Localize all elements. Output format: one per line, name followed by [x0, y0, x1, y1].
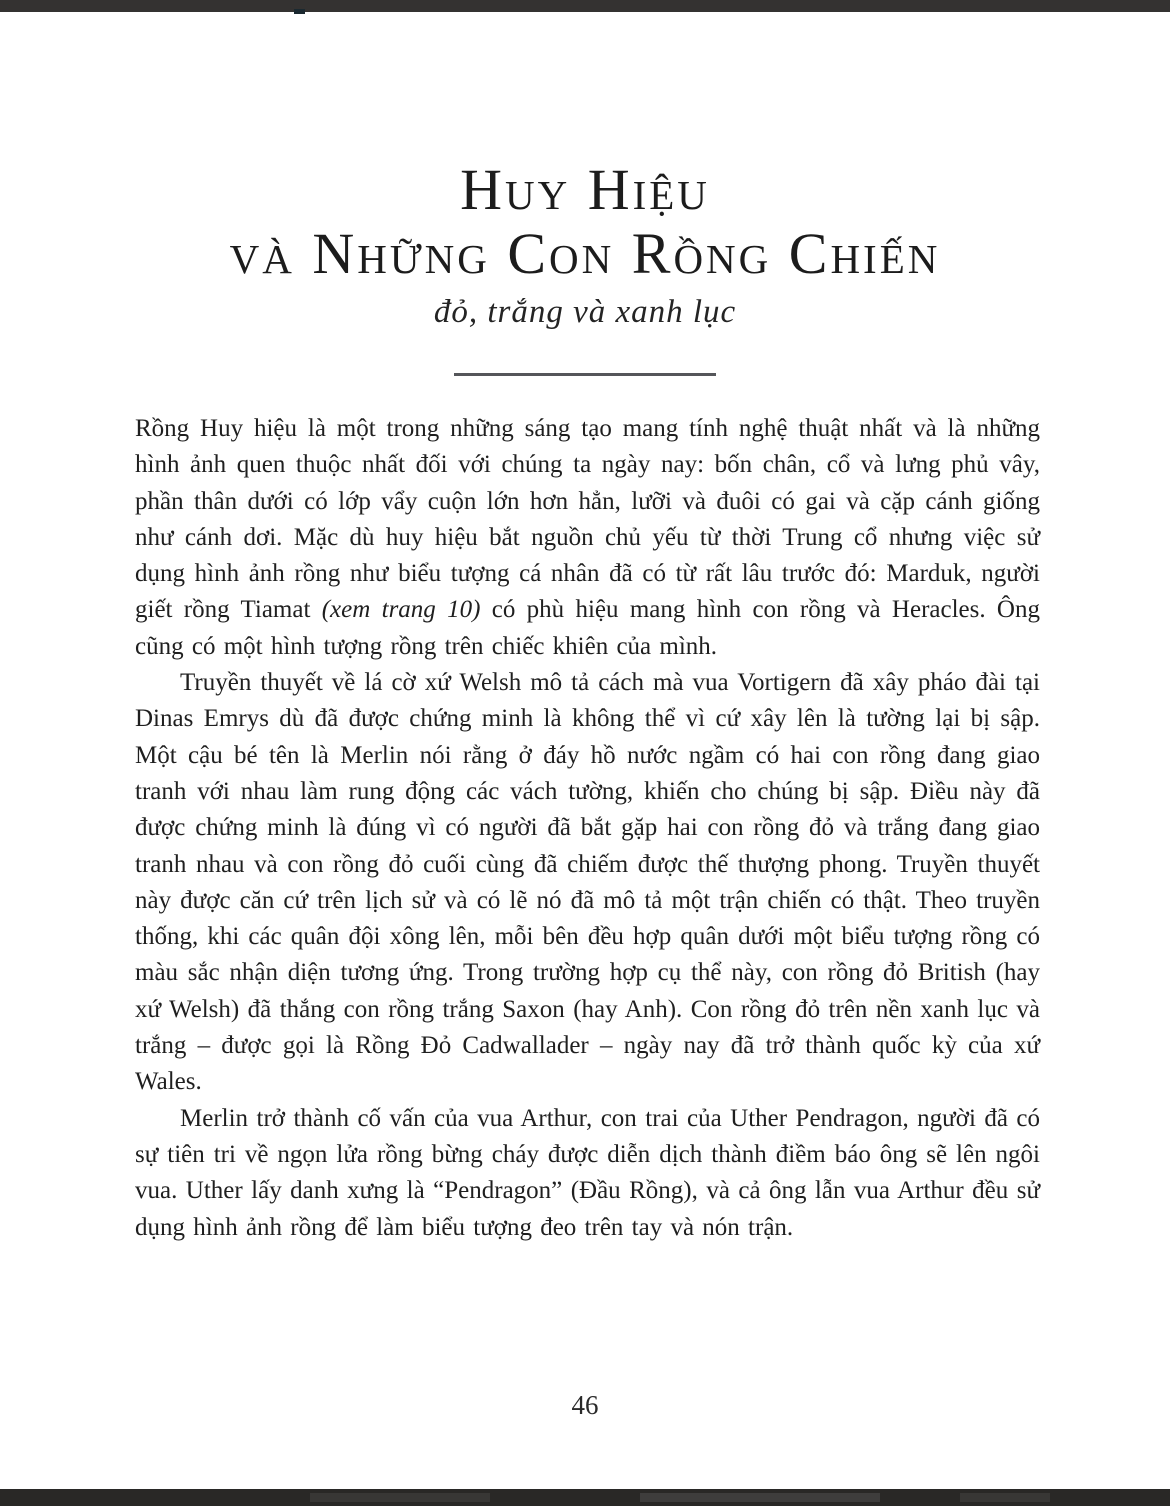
chapter-body — [135, 411, 1040, 1246]
paragraph-3: Merlin trở thành cố vấn của vua Arthur, con trai của Uther Pendragon, người đã có sự tiên tri về ngọn lửa rồng bừng cháy được diễn dịch thành điềm báo ông sẽ lên ngôi vua. Uther lấy danh xưng là “Pendragon” (Đầu Rồng), và cả ông lẫn vua Arthur đều sử dụng hình ảnh rồng để làm biểu tượng đeo trên tay và nón trận. — [135, 1104, 1040, 1241]
chapter-subtitle: đỏ, trắng và xanh lục — [433, 294, 737, 330]
top-edge-mark — [294, 9, 305, 14]
next-page-texture — [640, 1493, 880, 1502]
chapter-title — [0, 158, 1170, 286]
paragraph-2: Truyền thuyết về lá cờ xứ Welsh mô tả cách mà vua Vortigern đã xây pháo đài tại Dinas Emrys dù đã được chứng minh là không thể vì cứ xây lên là tường lại bị sập. Một cậu bé tên là Merlin nói rằng ở đáy hồ nước ngầm có hai con rồng đang giao tranh với nhau làm rung động các vách tường, khiến cho chúng bị sập. Điều này đã được chứng minh là đúng vì có người đã bắt gặp hai con rồng đỏ và trắng đang giao tranh nhau và con rồng đỏ cuối cùng đã chiếm được thế thượng phong. Truyền thuyết này được căn cứ trên lịch sử và có lẽ nó đã mô tả một trận chiến có thật. Theo truyền thống, khi các quân đội xông lên, mỗi bên đều hợp quân dưới một biểu tượng rồng có màu sắc nhận diện tương ứng. Trong trường hợp cụ thể này, con rồng đỏ British (hay xứ Welsh) đã thắng con rồng trắng Saxon (hay Anh). Con rồng đỏ trên nền xanh lục và trắng – được gọi là Rồng Đỏ Cadwallader – ngày nay đã trở thành quốc kỳ của xứ Wales. — [135, 669, 1040, 1096]
bottom-edge-strip — [0, 1489, 1170, 1506]
paragraph-1 — [135, 411, 1040, 665]
page-number: 46 — [571, 1390, 599, 1420]
chapter-title-line2: và Những Con Rồng Chiến — [229, 221, 941, 286]
chapter-title-line1: Huy Hiệu — [460, 157, 710, 222]
chapter-header — [0, 0, 1170, 376]
next-page-texture — [310, 1493, 490, 1502]
paragraph-1-text-pre: Rồng Huy hiệu là một trong những sáng tạo mang tính nghệ thuật nhất và là những hình ảnh quen thuộc nhất đối với chúng ta ngày nay: bốn chân, cổ và lưng phủ vây, phần thân dưới có lớp vẩy cuộn lớn hơn hẳn, lưỡi và đuôi có gai và cặp cánh giống như cánh dơi. Mặc dù huy hiệu bắt nguồn chủ yếu từ thời Trung cổ nhưng việc sử dụng hình ảnh rồng như biểu tượng cá nhân đã có từ rất lâu trước đó: Marduk, người giết rồng Tiamat — [135, 415, 1040, 624]
next-page-texture — [960, 1493, 1050, 1502]
paragraph-1-text-post: có phù hiệu mang hình con rồng và Heracles. Ông cũng có một hình tượng rồng trên chiếc khiên của mình. — [135, 596, 1040, 660]
inline-page-reference: (xem trang 10) — [321, 596, 481, 624]
top-edge-strip — [0, 0, 1170, 12]
divider-rule — [454, 373, 716, 376]
